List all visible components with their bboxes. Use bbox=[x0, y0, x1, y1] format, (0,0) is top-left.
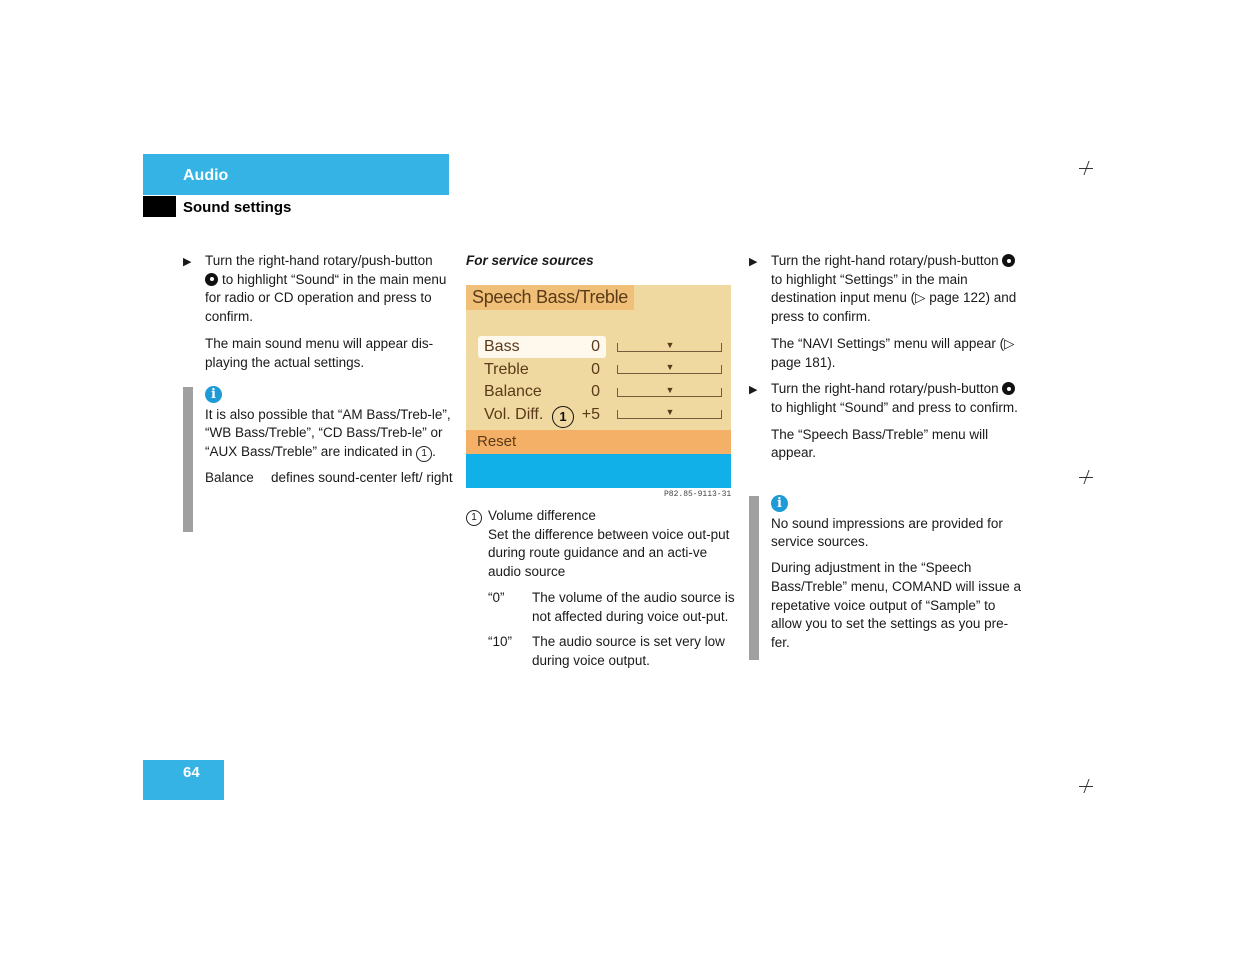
value-term: “0” bbox=[488, 589, 505, 605]
rotary-knob-icon bbox=[205, 273, 218, 286]
result-text: The “NAVI Settings” menu will appear (▷ page 181). bbox=[771, 335, 1015, 370]
column-2-heading bbox=[466, 252, 736, 271]
screen-row-vol-diff[interactable] bbox=[478, 404, 606, 426]
slider-marker-icon: ▼ bbox=[665, 362, 675, 372]
info-bar bbox=[749, 496, 759, 660]
row-label: Treble bbox=[484, 361, 529, 378]
column-3 bbox=[749, 252, 1023, 463]
slider-treble[interactable] bbox=[617, 362, 722, 374]
section-title: Audio bbox=[183, 167, 229, 184]
row-value: 0 bbox=[591, 361, 600, 378]
info-text: It is also possible that “AM Bass/Treb-le”, “WB Bass/Treble”, “CD Bass/Treb-le” or “AUX Bass/Treble” are indicated in 1 . bbox=[205, 406, 455, 462]
screen-row-bass[interactable] bbox=[478, 336, 606, 358]
value-row bbox=[488, 633, 736, 670]
slider-balance[interactable] bbox=[617, 385, 722, 397]
legend bbox=[466, 507, 736, 671]
reset-label: Reset bbox=[477, 433, 517, 450]
display-screen bbox=[466, 285, 731, 488]
info-icon: i bbox=[771, 495, 788, 512]
step-item bbox=[183, 252, 453, 327]
info-icon: i bbox=[205, 386, 222, 403]
row-label: Vol. Diff. bbox=[484, 406, 544, 423]
result-text: The “Speech Bass/Treble” menu will appear. bbox=[771, 426, 989, 461]
crop-mark-icon bbox=[1079, 470, 1093, 484]
step-text: Turn the right-hand rotary/push-button bbox=[771, 253, 999, 268]
screen-bottom-bar bbox=[466, 454, 731, 488]
value-desc: The volume of the audio source is not affected during voice out-put. bbox=[532, 589, 735, 624]
screen-row-treble[interactable] bbox=[478, 359, 606, 381]
slider-bass[interactable] bbox=[617, 340, 722, 352]
reset-bar[interactable] bbox=[466, 430, 731, 454]
step-text: Turn the right-hand rotary/push-button bbox=[205, 253, 433, 268]
value-term: “10” bbox=[488, 634, 513, 650]
subsection-title: Sound settings bbox=[183, 199, 292, 216]
definition-term: Balance bbox=[205, 470, 254, 486]
rotary-knob-icon bbox=[1002, 382, 1015, 395]
value-row bbox=[488, 589, 736, 626]
row-label: Balance bbox=[484, 383, 542, 400]
row-value: 0 bbox=[591, 383, 600, 400]
screen-row-balance[interactable] bbox=[478, 381, 606, 403]
legend-text: Set the difference between voice out-put during route guidance and an acti-ve audio source bbox=[488, 526, 730, 580]
crop-mark-icon bbox=[1079, 161, 1093, 175]
step-text-cont: to highlight “Sound“ in the main menu for radio or CD operation and press to confirm. bbox=[205, 271, 447, 325]
legend-item bbox=[466, 507, 736, 671]
screen-callout-number: 1 bbox=[552, 406, 574, 428]
row-label: Bass bbox=[484, 338, 520, 355]
definition-row bbox=[205, 469, 455, 488]
step-text: Turn the right-hand rotary/push-button bbox=[771, 381, 999, 397]
info-bar bbox=[183, 387, 193, 532]
rotary-knob-icon bbox=[1002, 254, 1015, 267]
bullet-arrow-icon: ▶ bbox=[749, 256, 758, 268]
definition-desc: defines sound-center left/ right bbox=[271, 470, 453, 486]
value-desc: The audio source is set very low during voice output. bbox=[532, 634, 725, 668]
slider-marker-icon: ▼ bbox=[665, 407, 675, 417]
row-value: +5 bbox=[581, 406, 600, 423]
page-number: 64 bbox=[183, 764, 200, 781]
legend-title: Volume difference bbox=[488, 508, 596, 523]
step-item bbox=[749, 252, 1023, 327]
slider-vol-diff[interactable] bbox=[617, 407, 722, 419]
crop-mark-icon bbox=[1079, 779, 1093, 793]
step-text-cont: to highlight “Sound” and press to confirm. bbox=[771, 399, 1018, 415]
info-box-1 bbox=[205, 385, 455, 488]
row-value: 0 bbox=[591, 338, 600, 355]
step-text-cont: to highlight “Settings” in the main destination input menu (▷ page 122) and press to confirm. bbox=[771, 271, 1017, 325]
info-text: During adjustment in the “Speech Bass/Treble” menu, COMAND will issue a repetative voice output of “Sample” to allow you to set the settings as you pre-fer. bbox=[771, 560, 1022, 650]
screen-title: Speech Bass/Treble bbox=[466, 285, 634, 310]
info-box-2 bbox=[771, 494, 1023, 653]
subsection-marker bbox=[143, 196, 176, 217]
bullet-arrow-icon: ▶ bbox=[749, 384, 758, 397]
step-item bbox=[749, 380, 1023, 417]
slider-marker-icon: ▼ bbox=[665, 340, 675, 350]
callout-number: 1 bbox=[466, 510, 482, 526]
column-1 bbox=[183, 252, 453, 372]
subheading: For service sources bbox=[466, 253, 594, 268]
image-code: P82.85-9113-31 bbox=[664, 490, 732, 499]
slider-marker-icon: ▼ bbox=[665, 385, 675, 395]
bullet-arrow-icon: ▶ bbox=[183, 256, 192, 268]
info-text: No sound impressions are provided for service sources. bbox=[771, 515, 1003, 550]
result-text: The main sound menu will appear dis-playing the actual settings. bbox=[205, 335, 434, 370]
callout-number: 1 bbox=[416, 446, 432, 462]
